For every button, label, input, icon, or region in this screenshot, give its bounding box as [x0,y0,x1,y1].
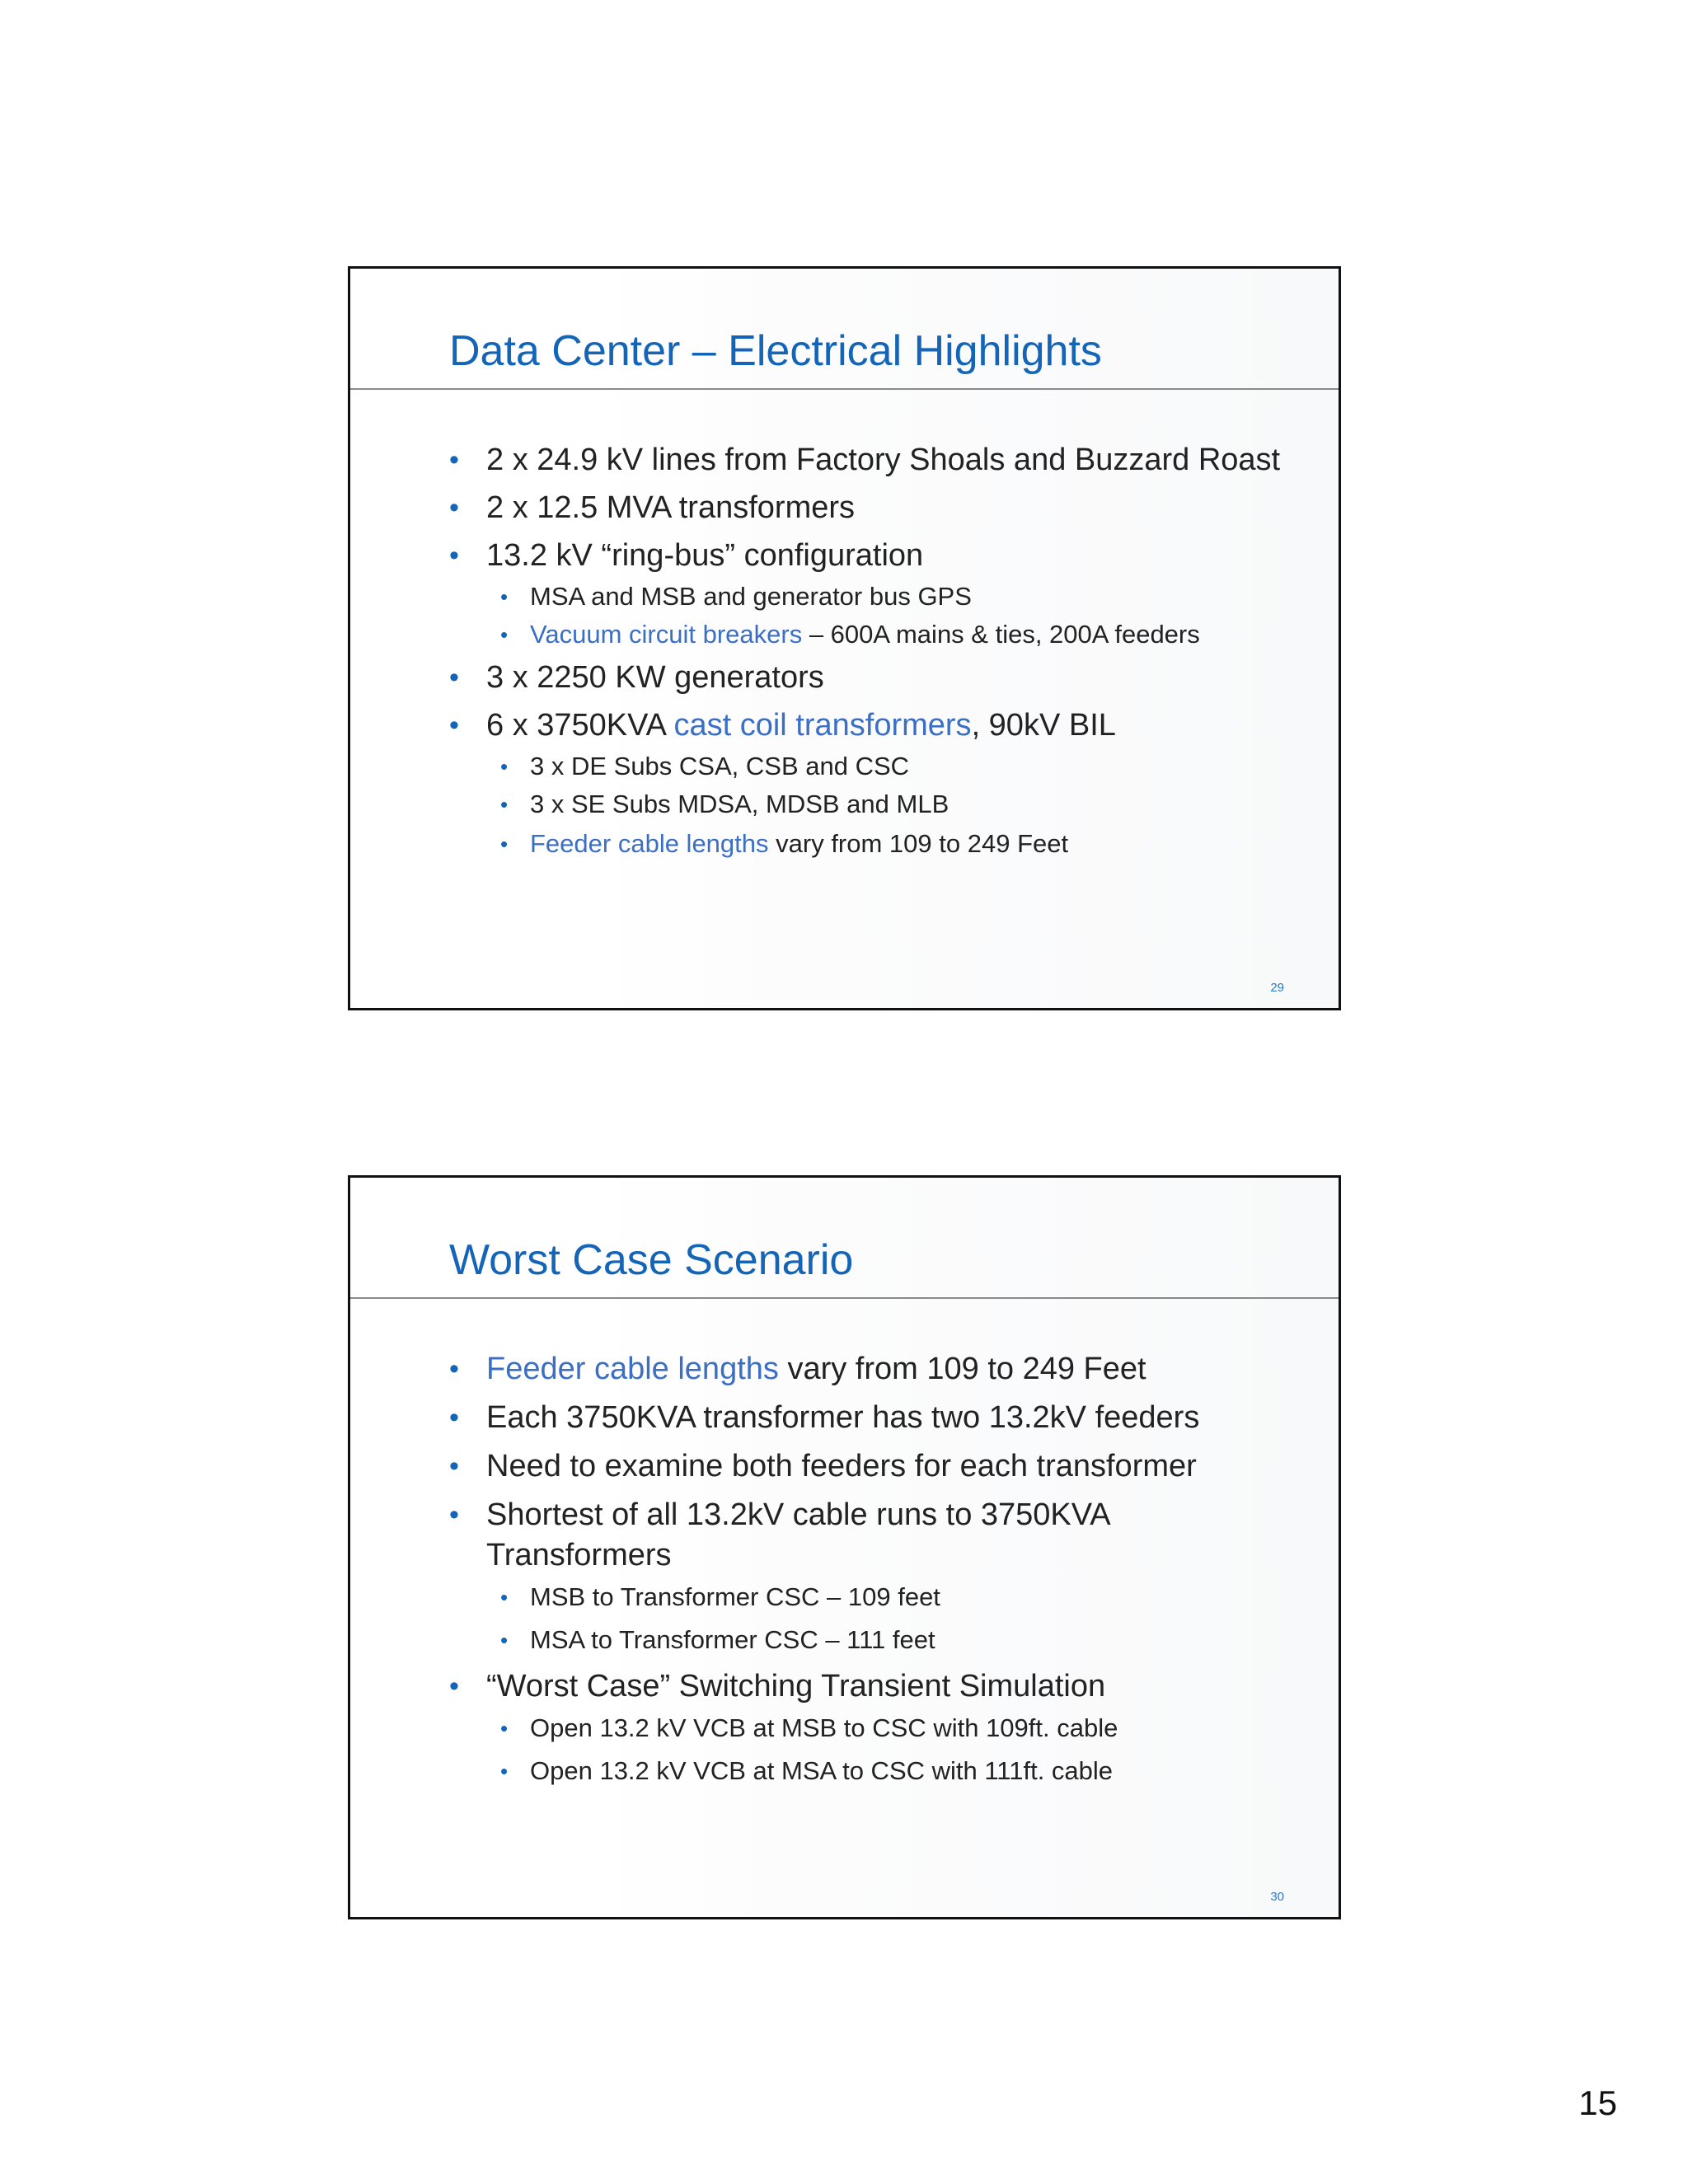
sub-bullet-item [449,580,1289,613]
bullet-text: 3 x SE Subs MDSA, MDSB and MLB [530,790,950,818]
bullet-list [449,440,1289,867]
bullet-list [449,1349,1289,1797]
bullet-icon: • [449,1451,459,1482]
title-divider [350,1297,1339,1299]
bullet-text: Open 13.2 kV VCB at MSA to CSC with 111ft. cable [530,1756,1114,1785]
bullet-item [449,658,1289,698]
sub-bullet-item [449,750,1289,783]
bullet-text: MSA to Transformer CSC – 111 feet [530,1625,935,1654]
bullet-item [449,1398,1289,1438]
bullet-icon: • [500,1585,509,1610]
bullet-icon: • [500,584,509,609]
bullet-icon: • [500,1628,509,1652]
bullet-text: vary from 109 to 249 Feet [778,1352,1146,1386]
bullet-text: Need to examine both feeders for each transformer [486,1449,1197,1483]
hyperlink-cast-coil-transformers[interactable]: cast coil transformers [673,708,972,743]
bullet-item [449,440,1289,480]
bullet-icon: • [449,492,459,523]
sub-bullet-item [449,1712,1289,1745]
bullet-icon: • [449,710,459,741]
bullet-text: 2 x 12.5 MVA transformers [486,490,856,525]
slide-title: Worst Case Scenario [449,1236,854,1284]
hyperlink-feeder-cable-lengths[interactable]: Feeder cable lengths [486,1352,779,1386]
sub-bullet-item [449,618,1289,651]
bullet-icon: • [500,1716,509,1741]
slide-worst-case [348,1175,1341,1919]
bullet-text: 2 x 24.9 kV lines from Factory Shoals and Buzzard Roast [486,443,1281,477]
bullet-item [449,1349,1289,1390]
sub-bullet-item [449,1624,1289,1657]
bullet-text: 3 x DE Subs CSA, CSB and CSC [530,752,910,780]
title-divider [350,388,1339,390]
bullet-item [449,1446,1289,1487]
bullet-text: “Worst Case” Switching Transient Simulation [486,1669,1106,1704]
bullet-icon: • [449,540,459,571]
slide-title: Data Center – Electrical Highlights [449,327,1102,375]
bullet-item [449,705,1289,746]
bullet-item [449,1666,1289,1707]
bullet-icon: • [500,754,509,779]
bullet-text: 6 x 3750KVA [486,708,674,743]
bullet-item [449,536,1289,576]
bullet-icon: • [449,1353,459,1385]
hyperlink-vacuum-circuit-breakers[interactable]: Vacuum circuit breakers [530,620,803,649]
bullet-text: Shortest of all 13.2kV cable runs to 3750KVA Transformers [486,1497,1109,1572]
bullet-item [449,488,1289,528]
bullet-icon: • [500,622,509,647]
sub-bullet-item [449,1755,1289,1788]
sub-bullet-item [449,827,1289,860]
sub-bullet-item [449,788,1289,821]
bullet-text: 13.2 kV “ring-bus” configuration [486,538,924,573]
bullet-text: 3 x 2250 KW generators [486,660,824,695]
bullet-icon: • [500,792,509,817]
bullet-text: , 90kV BIL [971,708,1116,743]
bullet-icon: • [449,1499,459,1530]
bullet-icon: • [449,1671,459,1702]
bullet-icon: • [449,662,459,693]
bullet-text: Open 13.2 kV VCB at MSB to CSC with 109ft. cable [530,1713,1118,1742]
bullet-text: vary from 109 to 249 Feet [768,829,1069,858]
bullet-text: MSB to Transformer CSC – 109 feet [530,1582,940,1611]
bullet-icon: • [500,832,509,856]
bullet-icon: • [449,444,459,476]
slide-number: 29 [1270,981,1284,995]
bullet-icon: • [449,1402,459,1433]
page-number: 15 [1578,2083,1617,2122]
hyperlink-feeder-cable-lengths[interactable]: Feeder cable lengths [530,829,769,858]
bullet-item [449,1495,1289,1576]
bullet-text: – 600A mains & ties, 200A feeders [802,620,1200,649]
bullet-text: Each 3750KVA transformer has two 13.2kV feeders [486,1400,1200,1435]
bullet-text: MSA and MSB and generator bus GPS [530,582,972,611]
bullet-icon: • [500,1759,509,1783]
slide-data-center [348,266,1341,1010]
slide-number: 30 [1270,1890,1284,1904]
sub-bullet-item [449,1581,1289,1614]
